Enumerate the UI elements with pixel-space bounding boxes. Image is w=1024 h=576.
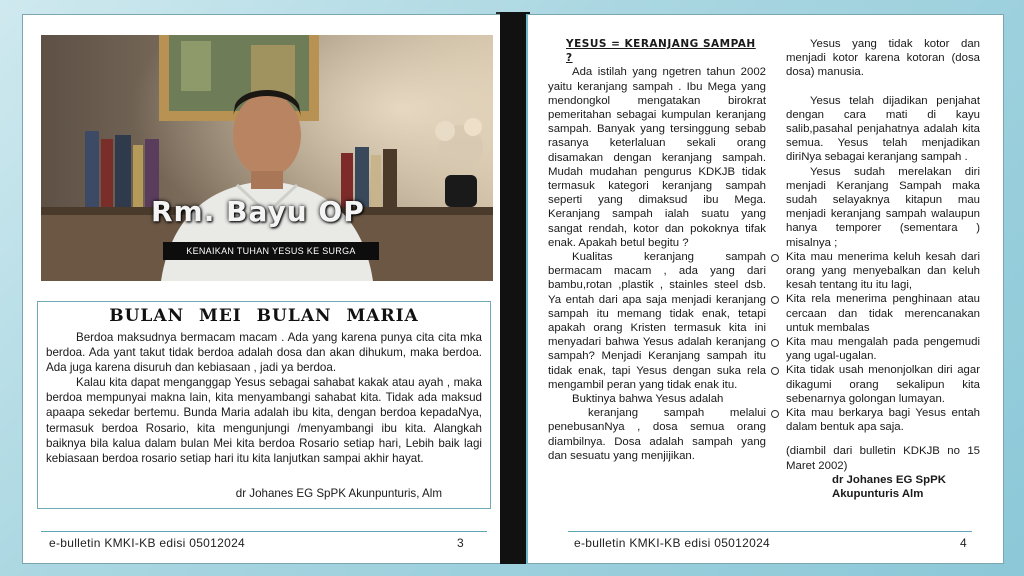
column-paragraph: keranjang sampah melalui penebusanNya , dosa semua orang diambilnya. Dosa adalah sampah yang dan sesuatu yang menjijikan.: [548, 407, 766, 462]
column-paragraph: Kualitas keranjang sampah bermacam macam , ada yang dari bambu,rotan ,plastik , stainles steel dsb. Ya entah dari apa saja menjadi keranjang sampah itu memang tidak enak, tetapi apakah orang Kristen termasuk kita ini menyadari bahwa Yesus adalah keranjang sampah? Menjadi Keranjang sampah itu tidak enak, tapi Yesus dengan suka rela mengambil peran yang tidak enak itu.: [548, 251, 766, 391]
list-item: Kita mau mengalah pada pengemudi yang ugal-ugalan.: [786, 336, 980, 363]
column-paragraph: Yesus sudah merelakan diri menjadi Keranjang Sampah maka sudah selayaknya kitapun mau menjadi keranjang sampah walaupun hanya temporer (sementara ) misalnya ;: [786, 165, 980, 249]
list-item: Kita tidak usah menonjolkan diri agar dikagumi orang sekalipun kita sebenarnya golongan lumayan.: [786, 364, 980, 405]
column-paragraph: Yesus yang tidak kotor dan menjadi kotor karena kotoran (dosa dosa) manusia.: [786, 38, 980, 79]
photo-caption-banner: KENAIKAN TUHAN YESUS KE SURGA: [163, 242, 379, 260]
footer-divider: [568, 531, 972, 532]
left-page: [22, 14, 504, 564]
bullet-list: [786, 250, 980, 435]
article-box: [37, 301, 491, 509]
page-number: 3: [457, 536, 464, 550]
right-page-left-column: [548, 37, 766, 463]
column-paragraph: Buktinya bahwa Yesus adalah: [572, 393, 724, 406]
article-signature: dr Johanes EG SpPK Akunpunturis, Alm: [235, 487, 442, 500]
article-title: YESUS = KERANJANG SAMPAH ?: [566, 38, 756, 65]
footer-label: e-bulletin KMKI-KB edisi 05012024: [49, 536, 246, 550]
column-paragraph: Ada istilah yang ngetren tahun 2002 yaitu keranjang sampah . Ibu Mega yang mendongkol mengatakan birokrat pemeritahan sebagai kumpulan keranjang sampah. Banyak yang tersinggung sebab rasanya keterlaluan sekali orang disamakan dengan keranjang sampah. Mudah mudahan pengurus KDKJB tidak termasuk kategori keranjang sampah seperti yang dimaksud ibu Mega. Keranjang sampah ialah suatu yang sangat rendah, kotor dan pokoknya tifak enak. Apakah betul begitu ?: [548, 66, 766, 249]
footer-divider: [41, 531, 487, 532]
page-number: 4: [960, 536, 967, 550]
source-note: (diambil dari bulletin KDKJB no 15 Maret 2002): [786, 445, 980, 472]
list-item: Kita mau menerima keluh kesah dari orang yang menyebalkan dan keluh kesah tentang itu itu lagi,: [786, 250, 980, 292]
speaker-name-overlay: Rm. Bayu OP: [151, 195, 365, 228]
article-body: [46, 330, 482, 466]
right-page: [526, 14, 1004, 564]
right-page-right-column: [786, 37, 980, 501]
article-title: BULAN MEI BULAN MARIA: [109, 306, 419, 326]
speaker-photo: [41, 35, 493, 281]
article-paragraph: Kalau kita dapat menganggap Yesus sebagai sahabat kakak atau ayah , maka berdoa mempunyai makna lain, kita menyambangi sahabat kita. Tidak ada maksud apaapa sekedar bertemu. Bunda Maria adalah ibu kita, dengan berdoa kepadaNya, termasuk berdoa Rosario, kita mengunjungi /menyambangi ibu kita. Alangkah baiknya bila kalua dalam bulan Mei kita berdoa Rosario setiap hari, Lebih baik lagi kebiasaan berdoa rosario setiap hari itu kita lanjutkan sampai akhir hayat.: [46, 376, 482, 465]
list-item: Kita rela menerima penghinaan atau cercaan dan tidak merencanakan untuk membalas: [786, 293, 980, 334]
signature-name: dr Johanes EG SpPK: [832, 473, 946, 486]
list-item: Kita mau berkarya bagi Yesus entah dalam bentuk apa saja.: [786, 407, 980, 434]
column-paragraph: Yesus telah dijadikan penjahat dengan cara mati di kayu salib,pasahal penjahatnya adalah kita semua. Yesus telah menjadikan diriNya sebagai keranjang sampah .: [786, 94, 980, 164]
footer-label: e-bulletin KMKI-KB edisi 05012024: [574, 536, 771, 550]
signature-title: Akupunturis Alm: [832, 488, 924, 501]
article-paragraph: Berdoa maksudnya bermacam macam . Ada yang karena punya cita cita mka berdoa. Ada yant takut tidak berdoa adalah dosa dan akan dihukum, maka berdoa. Ada juga karena disuruh dan kebiasaan , jadi ya berdoa.: [46, 331, 482, 375]
